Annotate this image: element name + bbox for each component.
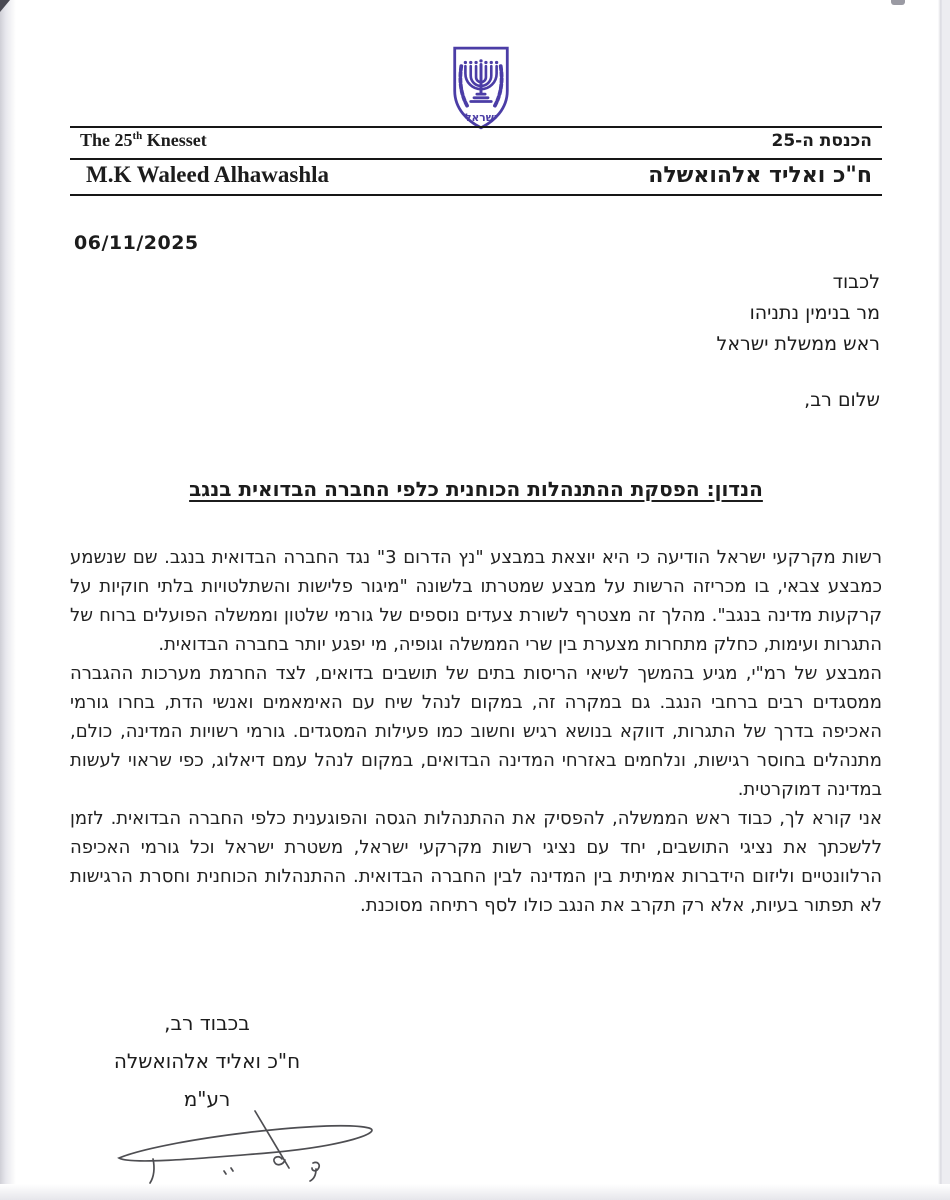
handwritten-signature — [95, 1108, 405, 1193]
mk-name-english: M.K Waleed Alhawashla — [86, 162, 330, 187]
greeting: שלום רב, — [804, 389, 880, 411]
closing-signer-name: ח"כ ואליד אלהואשלה — [113, 1049, 301, 1073]
emblem-caption: ישראל — [465, 111, 497, 125]
letterhead-row-knesset — [70, 128, 882, 158]
ordinal-superscript: th — [132, 130, 143, 142]
israel-state-emblem-icon — [436, 44, 526, 136]
recipient-line-salutation: לכבוד — [832, 271, 880, 293]
subject-line: הנדון: הפסקת ההתנהלות הכוחנית כלפי החברה הבדואית בנגב — [189, 477, 763, 501]
closing-regards: בכבוד רב, — [164, 1011, 250, 1035]
letterhead — [70, 126, 882, 196]
recipient-line-name: מר בנימין נתניהו — [749, 302, 880, 324]
photo-edge-left — [0, 0, 16, 1200]
closing-party: רע"מ — [183, 1087, 231, 1111]
letter-date: 06/11/2025 — [74, 232, 199, 254]
letterhead-rule-bottom — [70, 194, 882, 196]
closing-block — [82, 1004, 332, 1118]
knesset-title-hebrew: הכנסת ה-25 — [771, 131, 872, 151]
body-paragraph: רשות מקרקעי ישראל הודיעה כי היא יוצאת במבצע "נץ הדרום 3" נגד החברה הבדואית בנגב. שם שנשמע כמבצע צבאי, בו מכריזה הרשות על מבצע שמטרתו בלשונה "מיגור פלישות והשתלטויות בלתי חוקיות על קרקעות מדינה בנגב". מהלך זה מצטרף לשורת צעדים נוספים של גורמי שלטון וממשלה הפועלים ברוח של התגרות ועימות, כחלק מתחרות מצערת בין שרי הממשלה וגופיה, מי יפגע יותר בחברה הבדואית. — [70, 547, 882, 655]
photo-edge-right — [930, 0, 950, 1200]
letterhead-row-member — [70, 160, 882, 194]
recipient-line-title: ראש ממשלת ישראל — [716, 333, 880, 355]
body-paragraph: המבצע של רמ"י, מגיע בהמשך לשיאי הריסות בתים של תושבים בדואים, לצד החרמת מערכות ההגברה ממסגדים רבים ברחבי הנגב. גם במקרה זה, במקום לנהל שיח עם האימאמים ואנשי הדת, בחרו גורמי האכיפה בדרך של התגרות, דווקא בנושא רגיש וחשוב כמו פעילות המסגדים. גורמי רשויות המדינה, כולם, מתנהלים בחוסר רגישות, ונלחמים באזרחי המדינה הבדואים, במקום לנהל עמם דיאלוג, כפי שראוי לעשות במדינה דמוקרטית. — [70, 663, 882, 800]
recipient-block — [717, 267, 880, 360]
knesset-title-english: The 25th Knesset — [80, 130, 207, 150]
mk-name-hebrew: ח"כ ואליד אלהואשלה — [648, 163, 872, 188]
photo-top-mark — [891, 0, 905, 5]
letter-body — [70, 543, 882, 920]
body-paragraph: אני קורא לך, כבוד ראש הממשלה, להפסיק את ההתנהלות הגסה והפוגענית כלפי החברה הבדואית. לזמן ללשכתך את נציגי התושבים, יחד עם נציגי רשות מקרקעי ישראל, משטרת ישראל וכל גורמי האכיפה הרלוונטיים וליזום הידברות אמיתית בין המדינה לבין החברה הבדואית. ההתנהלות הכוחנית וחסרת הרגישות לא תפתור בעיות, אלא רק תקרב את הנגב כולו לסף רתיחה מסוכנת. — [70, 808, 882, 916]
